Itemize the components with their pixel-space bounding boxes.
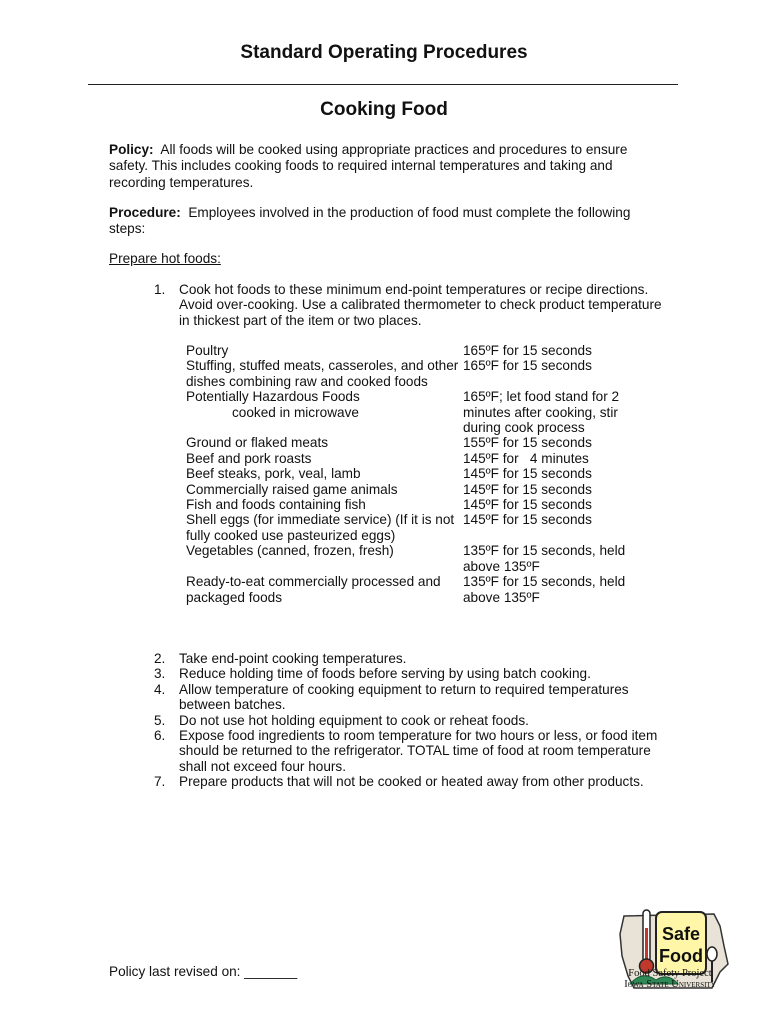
table-row [186,497,656,512]
temp-cell: 165ºF; let food stand for 2 minutes after cooking, stir during cook process [463,389,620,436]
table-row [186,358,656,389]
food-cell: Beef steaks, pork, veal, lamb [186,466,361,482]
step-text: Prepare products that will not be cooked or heated away from other products. [179,774,644,790]
step-text: Allow temperature of cooking equipment to return to required temperatures between batches. [179,681,629,713]
table-row [186,543,656,574]
step-text: Reduce holding time of foods before serving by using batch cooking. [179,666,591,682]
food-cell-line: Potentially Hazardous Foods [186,389,360,405]
org-name: Food Safety Project [628,968,712,979]
title-divider [88,84,678,85]
step-number: 1. [154,282,166,297]
section-heading: Prepare hot foods: [109,251,221,266]
temp-cell: 145ºF for 15 seconds [463,512,592,528]
table-row [186,435,656,450]
page-title: Standard Operating Procedures [240,42,528,63]
food-cell: Shell eggs (for immediate service) (If it is not fully cooked use pasteurized eggs) [186,512,455,543]
policy-paragraph [109,142,669,191]
food-cell: Poultry [186,343,229,358]
step-1-list [150,282,670,328]
list-item [150,282,670,328]
university-name: Iowa State University [624,979,716,990]
policy-text: All foods will be cooked using appropriate practices and procedures to ensure safety. This includes cooking foods to required internal temperatures and taking and recording temperatures. [109,142,628,190]
table-row [186,482,656,497]
table-row [186,451,656,466]
step-text: Cook hot foods to these minimum end-point temperatures or recipe directions. Avoid over-cooking. Use a calibrated thermometer to check product temperature in thickest part of the item or two places. [179,282,662,328]
step-number: 2. [154,651,166,666]
food-cell-line: cooked in microwave [232,404,359,420]
procedure-label: Procedure: [109,205,181,220]
table-row [186,512,656,543]
step-number: 6. [154,728,166,744]
temp-cell: 165ºF for 15 seconds [463,343,592,358]
step-text: Take end-point cooking temperatures. [179,651,407,666]
temp-cell: 135ºF for 15 seconds, held above 135ºF [463,543,626,574]
logo-text-food: Food [659,946,703,966]
temp-cell: 145ºF for 15 seconds [463,481,592,497]
temp-cell: 145ºF for 15 seconds [463,466,592,482]
table-row [186,574,656,605]
procedure-text: Employees involved in the production of food must complete the following steps: [109,205,631,237]
policy-label: Policy: [109,142,154,157]
step-number: 5. [154,712,166,728]
list-item [150,728,670,774]
food-cell: Ready-to-eat commercially processed and packaged foods [186,574,441,605]
step-number: 7. [154,774,166,790]
temp-cell: 145ºF for 4 minutes [463,450,589,466]
list-item [150,713,670,728]
food-cell: Commercially raised game animals [186,481,398,497]
step-number: 3. [154,666,166,682]
food-cell: Beef and pork roasts [186,450,312,466]
list-item [150,651,670,666]
temp-cell: 165ºF for 15 seconds [463,358,592,374]
step-text: Expose food ingredients to room temperature for two hours or less, or food item should be returned to the refrigerator. TOTAL time of food at room temperature shall not exceed four hours. [179,728,658,774]
temp-cell: 145ºF for 15 seconds [463,497,592,513]
list-item [150,682,670,713]
food-cell: Fish and foods containing fish [186,497,366,513]
steps-list [150,651,670,790]
food-cell: Stuffing, stuffed meats, casseroles, and other dishes combining raw and cooked foods [186,358,459,389]
food-cell [186,389,463,435]
table-row [186,466,656,481]
document-subtitle: Cooking Food [320,99,448,120]
table-row [186,389,656,435]
food-cell: Ground or flaked meats [186,435,329,451]
logo-text-safe: Safe [661,924,701,944]
food-cell: Vegetables (canned, frozen, fresh) [186,543,394,559]
temperature-table [186,343,656,605]
table-row [186,343,656,358]
revision-line: Policy last revised on: _______ [109,964,298,979]
list-item [150,774,670,789]
temp-cell: 155ºF for 15 seconds [463,435,592,451]
temp-cell: 135ºF for 15 seconds, held above 135ºF [463,574,626,605]
list-item [150,666,670,681]
step-text: Do not use hot holding equipment to cook or reheat foods. [179,712,529,728]
step-number: 4. [154,681,166,697]
procedure-paragraph [109,205,669,238]
